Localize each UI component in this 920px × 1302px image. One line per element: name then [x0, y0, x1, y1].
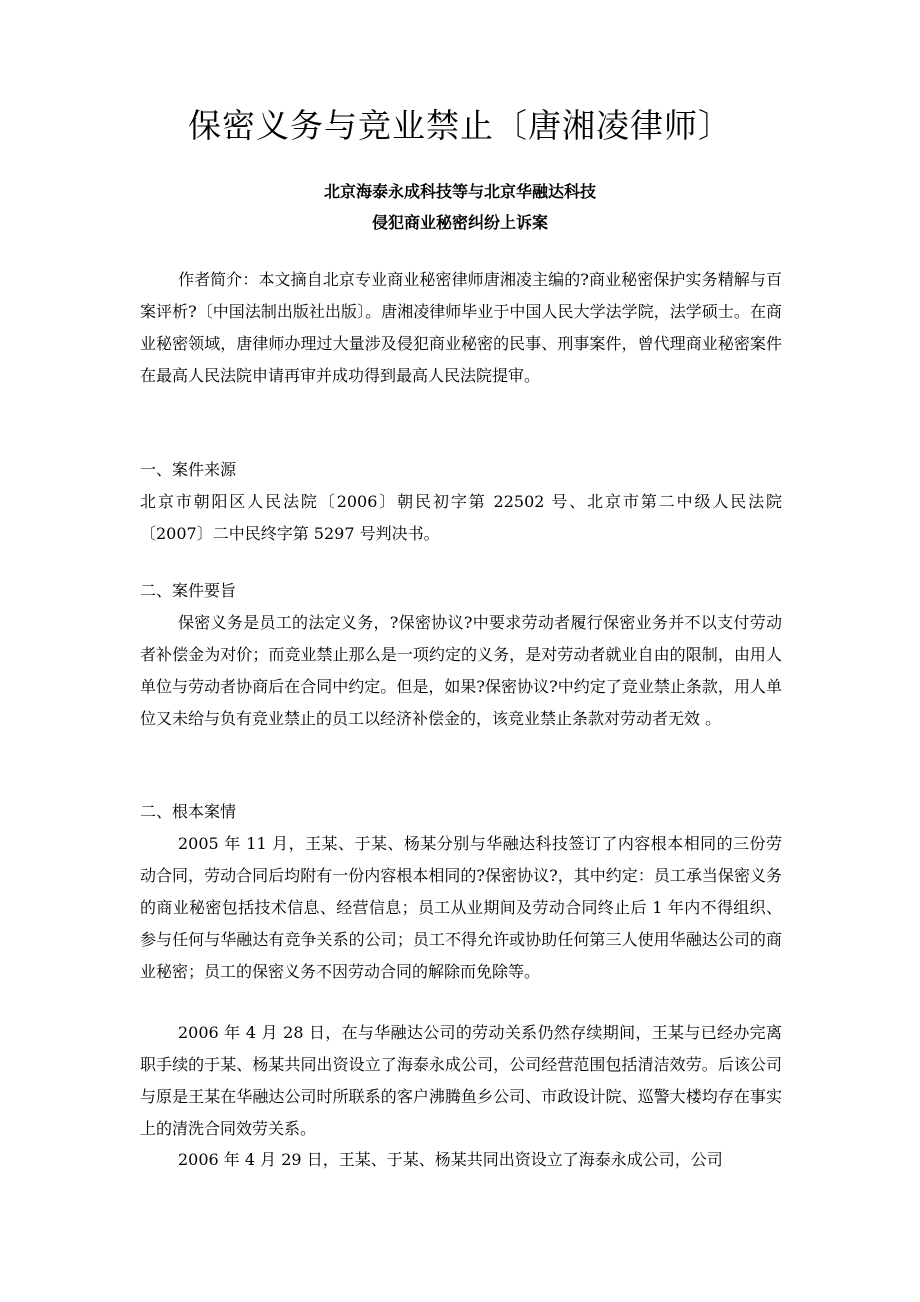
case-gist-paragraph: 保密义务是员工的法定义务，?保密协议?中要求劳动者履行保密业务并不以支付劳动者补偿金为对价；而竞业禁止那么是一项约定的义务，是对劳动者就业自由的限制，由用人单位与劳动者协商后在合同中约定。但是，如果?保密协议?中约定了竞业禁止条款，用人单位又未给与负有竞业禁止的员工以经济补偿金的，该竞业禁止条款对劳动者无效 。 [140, 613, 782, 728]
section-heading-basic-facts: 二、根本案情 [140, 802, 237, 821]
basic-facts-paragraph-1: 2005 年 11 月，王某、于某、杨某分别与华融达科技签订了内容根本相同的三份劳动合同，劳动合同后均附有一份内容根本相同的?保密协议?，其中约定：员工承当保密义务的商业秘密包括技术信息、经营信息；员工从业期间及劳动合同终止后 1 年内不得组织、参与任何与华融达有竞争关系的公司；员工不得允许或协助任何第三人使用华融达公司的商业秘密；员工的保密义务不因劳动合同的解除而免除等。 [140, 834, 782, 981]
section-heading-case-gist: 二、案件要旨 [140, 581, 237, 600]
case-subtitle-line-2: 侵犯商业秘密纠纷上诉案 [371, 213, 548, 232]
case-source-paragraph: 北京市朝阳区人民法院〔2006〕朝民初字第 22502 号、北京市第二中级人民法院〔2007〕二中民终字第 5297 号判决书。 [140, 492, 782, 543]
basic-facts-paragraph-3: 2006 年 4 月 29 日，王某、于某、杨某共同出资设立了海泰永成公司，公司 [178, 1150, 723, 1169]
case-subtitle-line-1: 北京海泰永成科技等与北京华融达科技 [323, 182, 596, 201]
author-intro-paragraph: 作者简介：本文摘自北京专业商业秘密律师唐湘凌主编的?商业秘密保护实务精解与百案评析?〔中国法制出版社出版〕。唐湘凌律师毕业于中国人民大学法学院，法学硕士。在商业秘密领域，唐律师办理过大量涉及侵犯商业秘密的民事、刑事案件，曾代理商业秘密案件在最高人民法院申请再审并成功得到最高人民法院提审。 [140, 270, 782, 385]
section-heading-case-source: 一、案件来源 [140, 460, 237, 479]
basic-facts-paragraph-2: 2006 年 4 月 28 日，在与华融达公司的劳动关系仍然存续期间，王某与已经办完离职手续的于某、杨某共同出资设立了海泰永成公司，公司经营范围包括清洁效劳。后该公司与原是王某在华融达公司时所联系的客户沸腾鱼乡公司、市政设计院、巡警大楼均存在事实上的清洗合同效劳关系。 [140, 1023, 782, 1138]
document-title: 保密义务与竞业禁止〔唐湘凌律师〕 [188, 106, 732, 145]
